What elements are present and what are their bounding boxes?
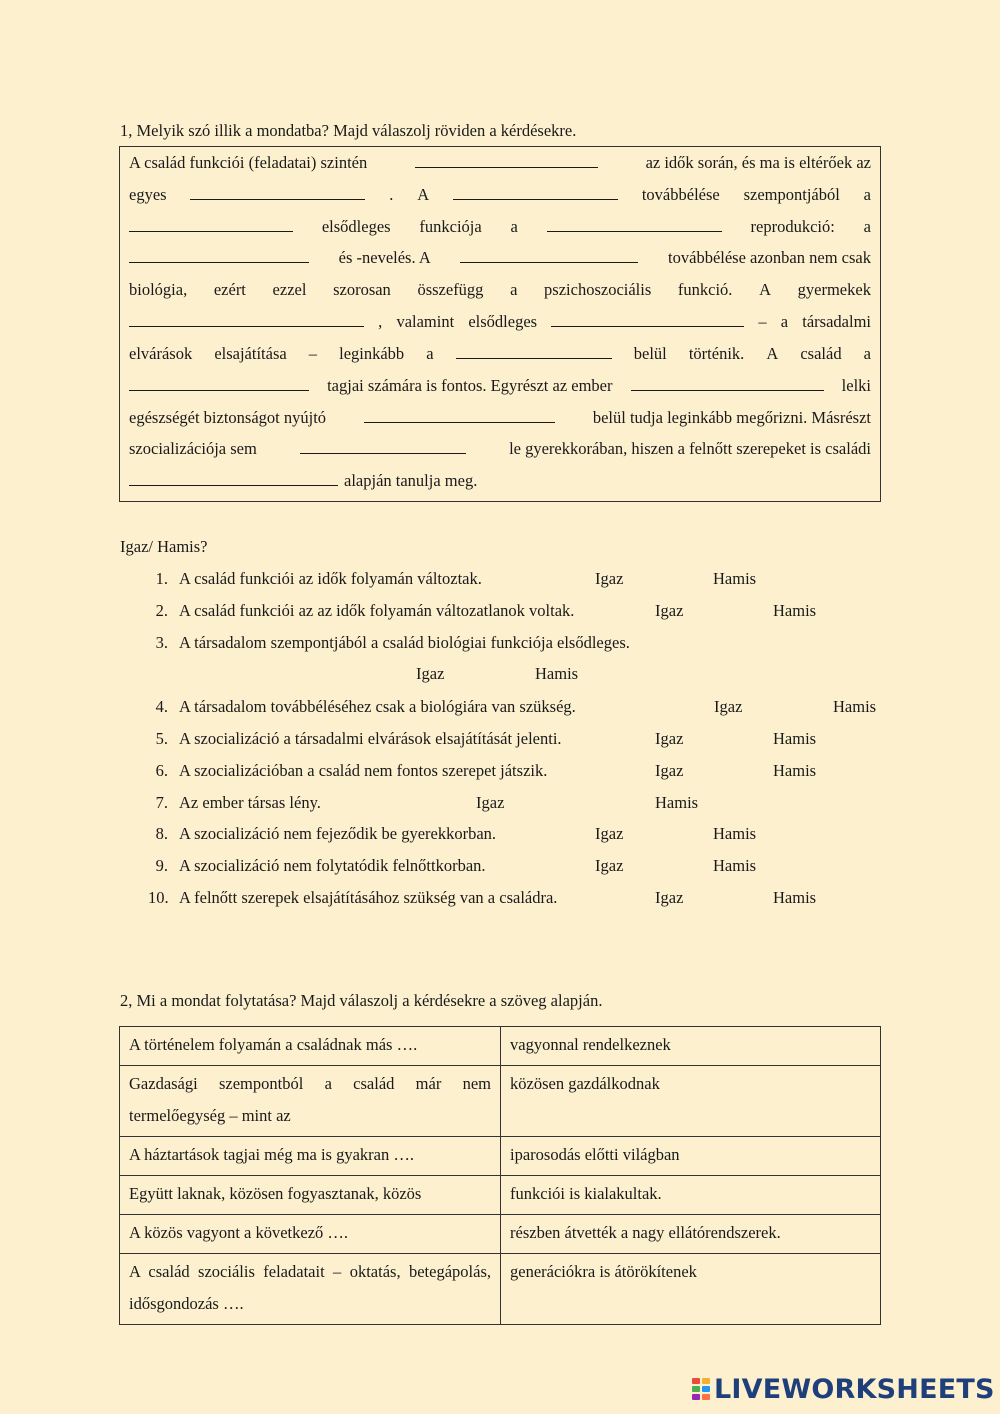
- fill-text: –: [308, 344, 318, 363]
- fill-text: társadalmi: [802, 312, 871, 331]
- fill-text: pszichoszociális: [544, 280, 652, 299]
- fill-text: ezzel: [272, 280, 307, 299]
- true-option[interactable]: Igaz: [476, 793, 505, 812]
- fill-blank[interactable]: [631, 377, 824, 391]
- sentence-start: A család szociális feladatait – oktatás, betegápolás, idősgondozás ….: [120, 1254, 501, 1325]
- fill-text: továbbélése azonban nem csak: [668, 248, 871, 267]
- fill-text: összefügg: [417, 280, 484, 299]
- logo-square: [692, 1378, 700, 1384]
- sentence-start: Együtt laknak, közösen fogyasztanak, közös: [120, 1176, 501, 1215]
- fill-text: tagjai számára is fontos. Egyrészt az ember: [327, 376, 613, 395]
- matching-table: [119, 1026, 881, 1325]
- fill-text: gyermekek: [797, 280, 871, 299]
- item-statement: A szocializációban a család nem fontos szerepet játszik.: [179, 761, 548, 780]
- fill-text: egészségét biztonságot nyújtó: [129, 408, 327, 427]
- logo-square: [692, 1394, 700, 1400]
- item-number: 10.: [148, 888, 169, 907]
- fill-text: A: [417, 185, 430, 204]
- fill-text: a: [863, 217, 871, 236]
- fill-blank[interactable]: [364, 409, 555, 423]
- sentence-start: A háztartások tagjai még ma is gyakran ….: [120, 1137, 501, 1176]
- false-option[interactable]: Hamis: [713, 569, 757, 588]
- false-option[interactable]: Hamis: [713, 856, 757, 875]
- fill-text: –: [758, 312, 767, 331]
- fill-text: az idők során, és ma is eltérőek az: [645, 153, 871, 172]
- item-statement: A szocializáció nem folytatódik felnőttkorban.: [179, 856, 486, 875]
- false-option[interactable]: Hamis: [773, 761, 817, 780]
- logo-square: [702, 1394, 710, 1400]
- fill-text: ezért: [213, 280, 246, 299]
- table-row: [120, 1066, 881, 1137]
- fill-line: [129, 280, 871, 300]
- fill-line: [129, 312, 871, 332]
- false-option[interactable]: Hamis: [773, 888, 817, 907]
- fill-text: továbbélése: [641, 185, 720, 204]
- fill-blank[interactable]: [551, 313, 744, 327]
- fill-text: elsődleges: [468, 312, 538, 331]
- item-number: 2.: [155, 601, 168, 620]
- item-number: 9.: [155, 856, 168, 875]
- table-row: [120, 1027, 881, 1066]
- fill-blank[interactable]: [129, 472, 338, 486]
- false-option[interactable]: Hamis: [773, 729, 817, 748]
- fill-blank[interactable]: [460, 249, 638, 263]
- sentence-start: A közös vagyont a következő ….: [120, 1215, 501, 1254]
- fill-text: szocializációja sem: [129, 439, 257, 458]
- fill-text: valamint: [396, 312, 455, 331]
- truefalse-heading: Igaz/ Hamis?: [120, 537, 208, 556]
- fill-line: [129, 153, 871, 173]
- fill-text: elsajátítása: [214, 344, 287, 363]
- item-number: 1.: [155, 569, 168, 588]
- item-statement: A felnőtt szerepek elsajátításához szükség van a családra.: [179, 888, 558, 907]
- fill-text: leginkább: [339, 344, 405, 363]
- fill-text: belül: [633, 344, 667, 363]
- item-number: 5.: [155, 729, 168, 748]
- fill-text: és -nevelés. A: [338, 248, 431, 267]
- fill-line: [129, 248, 871, 268]
- true-option[interactable]: Igaz: [595, 569, 624, 588]
- fill-text: le gyerekkorában, hiszen a felnőtt szerepeket is családi: [509, 439, 871, 458]
- fill-text: szempontjából: [743, 185, 840, 204]
- fill-blank[interactable]: [453, 186, 618, 200]
- fill-text: reprodukció:: [750, 217, 835, 236]
- fill-text: család: [800, 344, 842, 363]
- fill-blank[interactable]: [129, 377, 309, 391]
- true-option[interactable]: Igaz: [714, 697, 743, 716]
- fill-in-text-box: [119, 146, 881, 502]
- fill-text: történik.: [688, 344, 745, 363]
- logo-square: [702, 1386, 710, 1392]
- sentence-ending: vagyonnal rendelkeznek: [501, 1027, 881, 1066]
- fill-text: alapján tanulja meg.: [344, 471, 478, 490]
- sentence-ending: generációkra is átörökítenek: [501, 1254, 881, 1325]
- table-row: [120, 1254, 881, 1325]
- liveworksheets-logo: [692, 1373, 995, 1405]
- true-option[interactable]: Igaz: [655, 761, 684, 780]
- section2-heading: 2, Mi a mondat folytatása? Majd válaszolj a kérdésekre a szöveg alapján.: [120, 991, 603, 1010]
- item-statement: A szocializáció nem fejeződik be gyerekkorban.: [179, 824, 497, 843]
- fill-text: A: [766, 344, 779, 363]
- table-row: [120, 1215, 881, 1254]
- sentence-ending: részben átvették a nagy ellátórendszerek.: [501, 1215, 881, 1254]
- false-option[interactable]: Hamis: [773, 601, 817, 620]
- false-option[interactable]: Hamis: [713, 824, 757, 843]
- item-number: 6.: [155, 761, 168, 780]
- sentence-start: A történelem folyamán a családnak más ….: [120, 1027, 501, 1066]
- false-option[interactable]: Hamis: [833, 697, 877, 716]
- true-option[interactable]: Igaz: [595, 856, 624, 875]
- logo-square: [692, 1386, 700, 1392]
- fill-text: a: [426, 344, 434, 363]
- true-option[interactable]: Igaz: [655, 729, 684, 748]
- fill-text: egyes: [129, 185, 167, 204]
- fill-text: .: [389, 185, 394, 204]
- item-statement: A társadalom továbbéléséhez csak a biológiára van szükség.: [179, 697, 576, 716]
- logo-icon: [692, 1378, 710, 1400]
- item-statement: A szocializáció a társadalmi elvárások elsajátítását jelenti.: [179, 729, 562, 748]
- fill-text: elvárások: [129, 344, 193, 363]
- fill-blank[interactable]: [129, 218, 293, 232]
- item-statement: Az ember társas lény.: [179, 793, 321, 812]
- sentence-ending: közösen gazdálkodnak: [501, 1066, 881, 1137]
- table-row: [120, 1176, 881, 1215]
- false-option[interactable]: Hamis: [655, 793, 699, 812]
- fill-line: [129, 471, 871, 491]
- sentence-ending: funkciói is kialakultak.: [501, 1176, 881, 1215]
- fill-blank[interactable]: [300, 440, 466, 454]
- fill-line: [129, 217, 871, 237]
- item-number: 3.: [155, 633, 168, 652]
- true-option[interactable]: Igaz: [655, 888, 684, 907]
- fill-text: A: [759, 280, 771, 299]
- fill-line: [129, 344, 871, 364]
- logo-square: [702, 1378, 710, 1384]
- fill-text: belül tudja leginkább megőrizni. Másrészt: [592, 408, 871, 427]
- fill-blank[interactable]: [547, 218, 722, 232]
- fill-line: [129, 185, 871, 205]
- fill-blank[interactable]: [190, 186, 365, 200]
- section1-heading: 1, Melyik szó illik a mondatba? Majd válaszolj röviden a kérdésekre.: [120, 121, 577, 140]
- fill-text: funkciója: [419, 217, 482, 236]
- fill-text: ,: [378, 312, 383, 331]
- sentence-ending: iparosodás előtti világban: [501, 1137, 881, 1176]
- fill-text: a: [863, 185, 871, 204]
- false-option[interactable]: Hamis: [535, 664, 579, 683]
- fill-blank[interactable]: [129, 313, 364, 327]
- true-option[interactable]: Igaz: [416, 664, 445, 683]
- fill-text: a: [510, 280, 518, 299]
- fill-blank[interactable]: [456, 345, 612, 359]
- fill-text: elsődleges: [321, 217, 391, 236]
- item-number: 7.: [155, 793, 168, 812]
- item-number: 8.: [155, 824, 168, 843]
- fill-text: a: [863, 344, 871, 363]
- true-option[interactable]: Igaz: [595, 824, 624, 843]
- fill-text: biológia,: [129, 280, 188, 299]
- fill-text: A család funkciói (feladatai) szintén: [129, 153, 368, 172]
- table-row: [120, 1137, 881, 1176]
- fill-line: [129, 376, 871, 396]
- fill-text: szorosan: [333, 280, 391, 299]
- logo-text: LIVEWORKSHEETS: [714, 1373, 995, 1405]
- fill-line: [129, 439, 871, 459]
- fill-text: a: [780, 312, 789, 331]
- fill-blank[interactable]: [415, 154, 598, 168]
- item-number: 4.: [155, 697, 168, 716]
- true-option[interactable]: Igaz: [655, 601, 684, 620]
- item-statement: A társadalom szempontjából a család biológiai funkciója elsődleges.: [179, 633, 630, 652]
- item-statement: A család funkciói az idők folyamán változtak.: [179, 569, 482, 588]
- fill-text: funkció.: [677, 280, 733, 299]
- fill-line: [129, 408, 871, 428]
- sentence-start: Gazdasági szempontból a család már nem termelőegység – mint az: [120, 1066, 501, 1137]
- item-statement: A család funkciói az az idők folyamán változatlanok voltak.: [179, 601, 575, 620]
- fill-text: lelki: [841, 376, 871, 395]
- fill-text: a: [510, 217, 518, 236]
- fill-blank[interactable]: [129, 249, 309, 263]
